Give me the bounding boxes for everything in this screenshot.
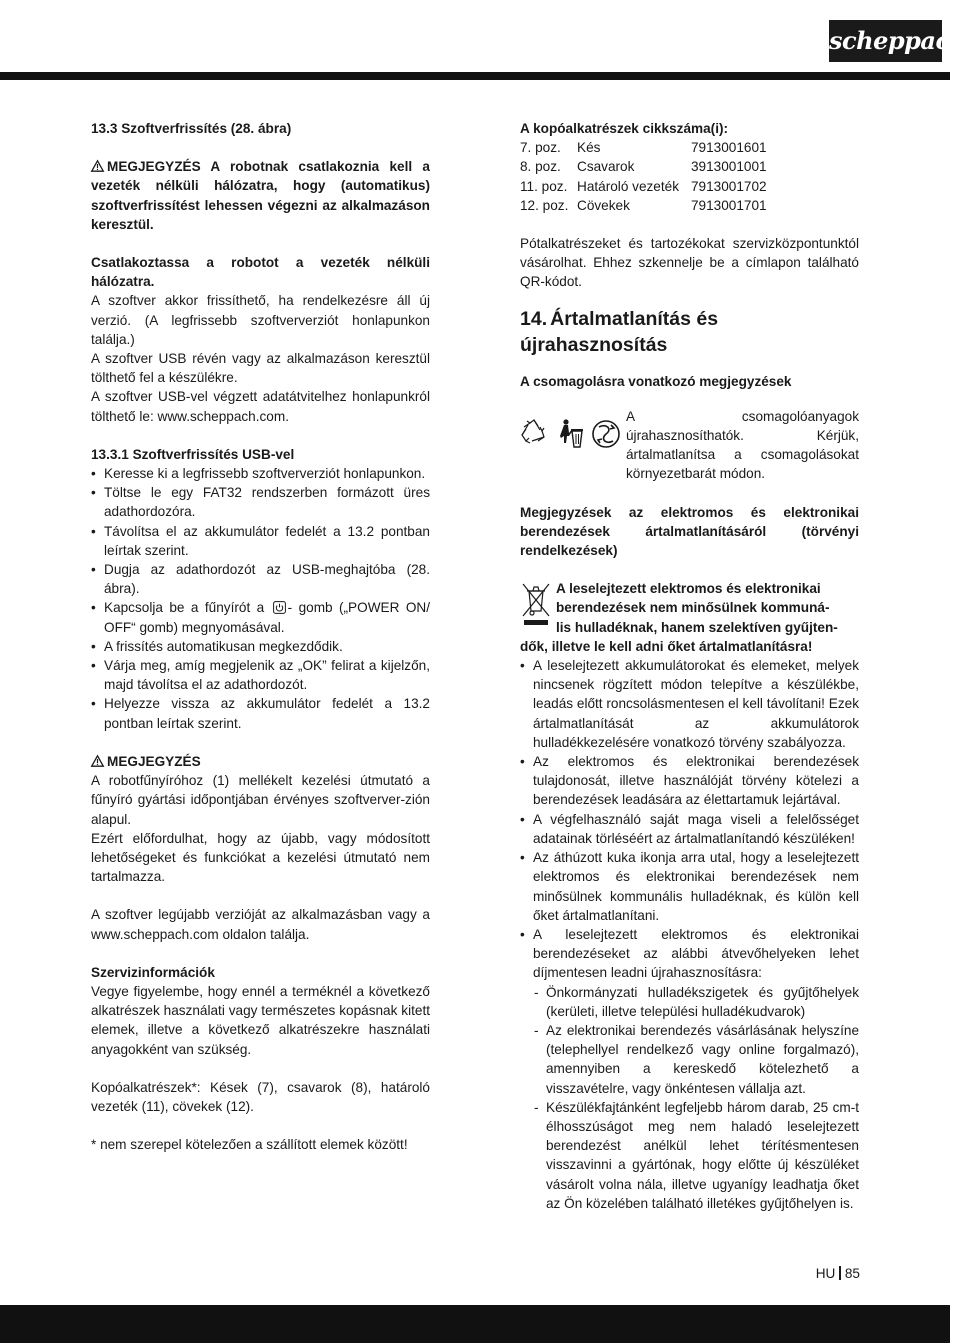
- note-label: MEGJEGYZÉS: [107, 159, 201, 175]
- parts-table: [520, 138, 767, 215]
- electronics-title: Megjegyzések az elektromos és elektronikai berendezések ártalmatlanításáról (törvényi rendelkezések): [520, 504, 859, 559]
- list-item: - Önkormányzati hulladékszigetek és gyűjtőhelyek (kerületi, illetve települési hulladékudvarok): [533, 983, 859, 1021]
- list-item: • Várja meg, amíg megjelenik az „OK” felirat a kijelzőn, majd távolítsa el az adathordozót.: [91, 656, 430, 694]
- packaging-note: [520, 407, 859, 484]
- parts-title: A kopóalkatrészek cikkszáma(i):: [520, 121, 729, 136]
- table-row: 11. poz. Határoló vezeték 7913001702: [520, 178, 767, 194]
- weee-notice: [520, 579, 859, 656]
- paragraph: Vegye figyelembe, hogy ennél a terméknél a következő alkatrészek használati vagy természetes kopásnak kitett elemek, illetve a következő alkatrészekre használati anyagokként van szükség.: [91, 983, 430, 1057]
- list-item: • Az áthúzott kuka ikonja arra utal, hogy a leselejtezett elektromos és elektronikai berendezések nem minősülnek kommunális hulladéknak, és külön kell őket ártalmatlanítani.: [520, 848, 859, 925]
- section-14-title: 14. Ártalmatlanítás és újrahasznosítás: [520, 307, 719, 356]
- weee-line: dők, illetve le kell adni őket ártalmatlanításra!: [520, 638, 813, 654]
- note-text: A robotnak csatlakoznia kell a vezeték nélküli hálózatra, hogy (automatikus) szoftverfrissítést lehessen végezni az alkalmazáson keresztül.: [91, 159, 430, 232]
- footer-bar: [0, 1305, 950, 1343]
- list-item: - Készülékfajtánként legfeljebb három darab, 25 cm-t élhosszúságot meg nem haladó leselejtezett berendezést anélkül lehet térítésmentesen visszavinni a gyártónak, hogy előtte új készüléket vásárolt volna nála, illetve ugyanígy leadhatja őket az Ön közelében található illetékes gyűjtőhelyen is.: [533, 1098, 859, 1213]
- list-item: • Távolítsa el az akkumulátor fedelét a 13.2 pontban leírtak szerint.: [91, 522, 430, 560]
- weee-line: berendezések nem minősülnek kommuná-: [556, 600, 830, 616]
- list-item: • A leselejtezett elektromos és elektronikai berendezéseket az alábbi átvevőhelyeken lehet díjmentesen leadni újrahasznosításra: - Önkormányzati hulladékszigetek és gyűjtőhelyek (kerületi, illetve települési hulladékudvarok) - Az elektronikai berendezés vásárlásának helyszíne (telephellyel rendelkező vagy online forgalmazó), amennyiben a kereskedő kötelezhető a visszavételre, vagy önkéntesen vállalja azt. - Készülékfajtánként legfeljebb három darab, 25 cm-t élhosszúságot meg nem haladó leselejtezett berendezést anélkül lehet térítésmentesen visszavinni a gyártónak, hogy előtte új készüléket vásárolt volna nála, illetve ugyanígy leadhatja őket az Ön közelében található illetékes gyűjtőhelyen is.: [520, 925, 859, 1213]
- weee-line: A leselejtezett elektromos és elektronikai: [556, 581, 821, 597]
- list-item: • A végfelhasználó saját maga viseli a felelősséget adatainak törléséért az ártalmatlanítandó készüléken!: [520, 810, 859, 848]
- table-row: 8. poz. Csavarok 3913001001: [520, 159, 767, 175]
- paragraph: A szoftver akkor frissíthető, ha rendelkezésre áll új verzió. (A legfrissebb szoftververziót honlapunkon találja.): [91, 293, 430, 347]
- paragraph: Kopóalkatrészek*: Kések (7), csavarok (8), határoló vezeték (11), cövekek (12).: [91, 1079, 430, 1114]
- usb-steps-list: [91, 464, 430, 733]
- connect-title: Csatlakoztassa a robotot a vezeték nélküli hálózatra.: [91, 255, 430, 290]
- list-item: • Dugja az adathordozót az USB-meghajtóba (28. ábra).: [91, 560, 430, 598]
- page-footer: [800, 1264, 860, 1283]
- packaging-title: A csomagolásra vonatkozó megjegyzések: [520, 373, 792, 389]
- tidyman-icon: [560, 419, 583, 447]
- section-13-3-1-title: 13.3.1 Szoftverfrissítés USB-vel: [91, 446, 295, 462]
- right-column: [520, 119, 859, 1213]
- left-column: [91, 119, 430, 1154]
- disposal-list: [520, 656, 859, 1213]
- language-code: HU: [815, 1266, 836, 1281]
- scheppach-logo: scheppach: [829, 20, 942, 62]
- list-item: • A frissítés automatikusan megkezdődik.: [91, 637, 430, 656]
- list-item: • A leselejtezett akkumulátorokat és elemeket, melyek nincsenek rögzített módon telepítve a készülékbe, leadás előtt roncsolásmentesen el kell távolítani! Ezek ártalmatlanítását az akkumulátorok hulladékkezelésére vonatkozó törvény szabályozza.: [520, 656, 859, 752]
- page-number: 85: [844, 1266, 860, 1281]
- warning-icon: [91, 160, 104, 172]
- crossed-bin-icon: [520, 581, 552, 627]
- note-wireless: [91, 157, 430, 234]
- footer-separator: [839, 1266, 841, 1280]
- paragraph: A robotfűnyíróhoz (1) mellékelt kezelési útmutató a fűnyíró gyártási időpontjában érvényes szoftverver-zión alapul.: [91, 773, 430, 827]
- list-item: • Helyezze vissza az akkumulátor fedelét a 13.2 pontban leírtak szerint.: [91, 694, 430, 732]
- warning-icon: [91, 755, 104, 767]
- table-row: 12. poz. Cövekek 7913001701: [520, 197, 767, 213]
- paragraph: A szoftver legújabb verzióját az alkalmazásban vagy a www.scheppach.com oldalon találja.: [91, 907, 430, 942]
- weee-line: lis hulladéknak, hanem szelektíven gyűjten-: [556, 619, 838, 635]
- service-info-title: Szervizinformációk: [91, 964, 215, 980]
- paragraph: A szoftver USB révén vagy az alkalmazáson keresztül tölthető fel a készülékre.: [91, 351, 430, 386]
- section-13-3-title: 13.3 Szoftverfrissítés (28. ábra): [91, 121, 292, 136]
- packaging-text: A csomagolóanyagok újrahasznosíthatók. Kérjük, ártalmatlanítsa a csomagolásokat környezetbarát módon.: [626, 408, 859, 482]
- list-item: • Kapcsolja be a fűnyírót a - gomb („POWER ON/ OFF“ gomb) megnyomásával.: [91, 598, 430, 636]
- recycle-icon: [520, 417, 624, 451]
- spare-parts-text: Pótalkatrészeket és tartozékokat szervizközpontunktól vásárolhat. Ehhez szkennelje be a címlapon található QR-kódot.: [520, 236, 859, 290]
- power-button-icon: [273, 601, 286, 614]
- list-item: • Az elektromos és elektronikai berendezések tulajdonosát, illetve használóját törvény kötelezi a berendezések leadására az élettartamuk lejártával.: [520, 752, 859, 810]
- footnote: * nem szerepel kötelezően a szállított elemek között!: [91, 1137, 408, 1153]
- list-item: • Keresse ki a legfrissebb szoftververziót honlapunkon.: [91, 464, 430, 483]
- table-row: 7. poz. Kés 7913001601: [520, 140, 767, 156]
- collection-points-list: [533, 983, 859, 1213]
- note-software: MEGJEGYZÉS: [91, 752, 430, 771]
- recycling-icons: [520, 407, 626, 456]
- paragraph: Ezért előfordulhat, hogy az újabb, vagy módosított lehetőségeket és funkciókat a kezelési útmutató nem tartalmazza.: [91, 830, 430, 885]
- header-rule: [0, 72, 950, 80]
- green-dot-icon: [593, 421, 619, 447]
- list-item: • Töltse le egy FAT32 rendszerben formázott üres adathordozóra.: [91, 483, 430, 521]
- paragraph: A szoftver USB-vel végzett adatátvitelhez honlapunkról tölthető le: www.scheppach.com.: [91, 389, 430, 424]
- list-item: - Az elektronikai berendezés vásárlásának helyszíne (telephellyel rendelkező vagy online forgalmazó), amennyiben a kereskedő kötelezhető a visszavételre, vagy önkéntesen vállalja azt.: [533, 1021, 859, 1098]
